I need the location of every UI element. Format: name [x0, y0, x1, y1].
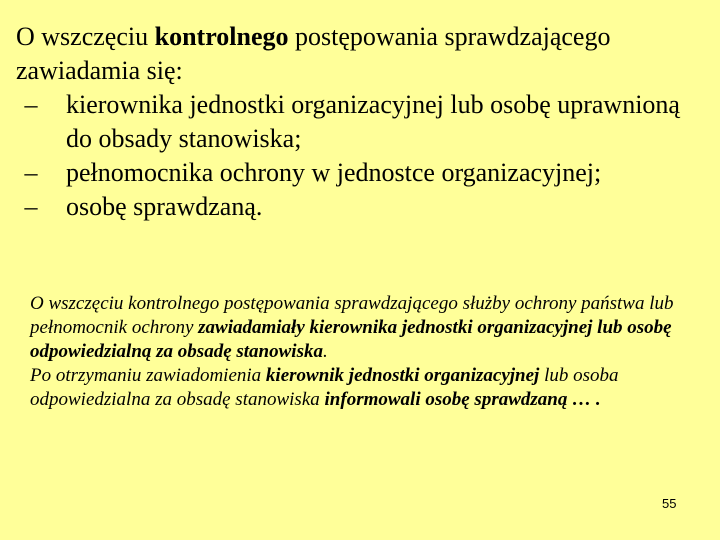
intro-text [16, 20, 706, 88]
note-bold-text: zawiadamiały kierownika jednostki organizacyjnej lub osobę odpowiedzialną za obsadę stanowiska [30, 317, 672, 362]
bullet-text: kierownika jednostki organizacyjnej lub osobę uprawnioną do obsady stanowiska; [66, 90, 680, 153]
main-content [16, 20, 706, 224]
intro-suffix: postępowania sprawdzającego zawiadamia się: [16, 22, 611, 85]
note-text: . [322, 341, 328, 362]
note-text: Po otrzymaniu zawiadomienia [30, 365, 266, 386]
list-item [16, 88, 706, 156]
dash-marker: – [24, 158, 38, 187]
bullet-text: pełnomocnika ochrony w jednostce organizacyjnej; [66, 158, 602, 187]
page-number: 55 [662, 496, 677, 511]
dash-marker: – [24, 90, 38, 119]
list-item [16, 190, 706, 224]
historical-note [30, 292, 710, 412]
note-text: lub osoba odpowiedzialna za obsadę stanowiska [30, 365, 619, 410]
note-bold-text: kierownik jednostki organizacyjnej [265, 365, 540, 386]
bullet-list [16, 88, 706, 224]
intro-prefix: O wszczęciu [16, 22, 155, 51]
note-paragraph-2 [30, 364, 710, 412]
dash-marker: – [24, 192, 38, 221]
intro-bold-word: kontrolnego [154, 22, 289, 51]
note-paragraph-1 [30, 292, 710, 364]
note-bold-text: informowali osobę sprawdzaną … . [324, 389, 601, 410]
note-text: O wszczęciu kontrolnego postępowania sprawdzającego służby ochrony państwa lub pełnomocnik ochrony [30, 293, 674, 338]
bullet-text: osobę sprawdzaną. [66, 192, 263, 221]
list-item [16, 156, 706, 190]
